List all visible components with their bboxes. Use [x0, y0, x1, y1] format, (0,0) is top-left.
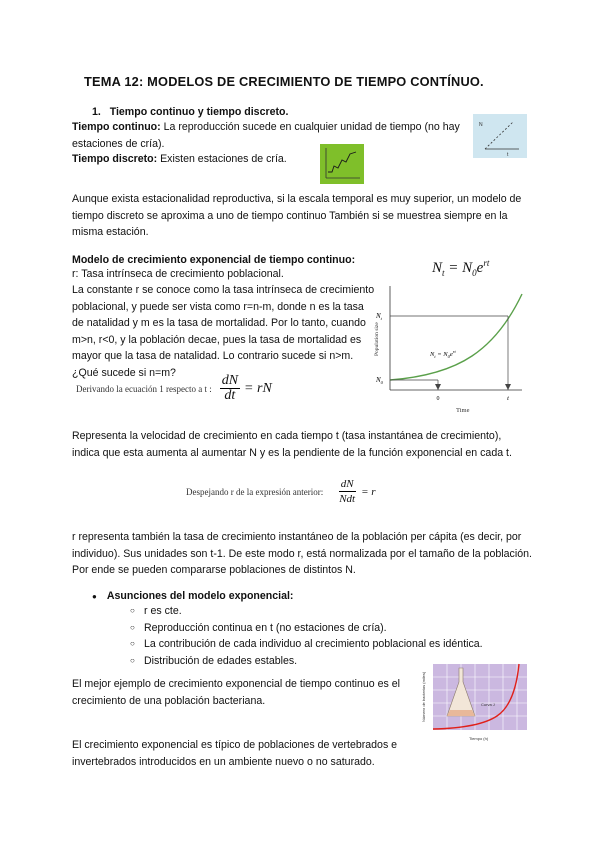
thumbnail-bg	[473, 114, 527, 158]
thumbnail-xlabel: t	[507, 152, 509, 158]
page-title: TEMA 12: MODELOS DE CRECIMIENTO DE TIEMPO CONTÍNUO.	[84, 74, 484, 89]
chart-xlabel: Tiempo (h)	[469, 736, 489, 741]
flask-liquid	[447, 710, 475, 716]
vertebrados-paragraph: El crecimiento exponencial es típico de poblaciones de vertebrados e invertebrados introducidos en un ambiente nuevo o no saturado.	[72, 739, 398, 768]
tiempo-continuo-text: La reproducción sucede en cualquier unidad de tiempo (no hay estaciones de cría).	[72, 121, 460, 150]
graph-t-arrow	[505, 384, 511, 390]
r-percapita-paragraph: r representa también la tasa de crecimiento instantáneo de la población per cápita (es decir, por individuo). Sus unidades son t-1. De este modo r, está normalizada por el tamaño de la población. Por ende se pueden compararse poblaciones de distintos N.	[72, 531, 532, 576]
estacionalidad-paragraph: Aunque exista estacionalidad reproductiva, si la escala temporal es muy superior, un modelo de tiempo discreto se aproxima a uno de tiempo continuo También si se muestrea siempre en la misma estación.	[72, 193, 522, 238]
derivative-fraction	[220, 374, 240, 403]
despejando-equation	[186, 477, 376, 506]
discrete-time-thumbnail	[320, 144, 364, 184]
despejando-fraction	[337, 477, 357, 506]
derivative-equation	[76, 374, 272, 403]
tiempo-discreto-def	[72, 151, 287, 168]
graph-curve	[390, 294, 522, 380]
chart-ylabel: Número de bacterias (miles)	[421, 671, 426, 722]
derivative-rhs: = rN	[244, 380, 272, 396]
bullet-icon: ●	[92, 592, 97, 601]
despejando-rhs: = r	[361, 485, 376, 498]
ejemplo-paragraph: El mejor ejemplo de crecimiento exponencial de tiempo continuo es el crecimiento de una población bacteriana.	[72, 678, 400, 707]
despejando-label: Despejando r de la expresión anterior:	[186, 486, 324, 497]
r-definition: r: Tasa intrínseca de crecimiento poblacional.	[72, 268, 284, 280]
exponential-growth-graph	[372, 284, 532, 418]
tiempo-discreto-label: Tiempo discreto:	[72, 153, 158, 165]
graph-xlabel: Time	[456, 407, 470, 414]
graph-n0-label: $N_0$	[376, 376, 383, 385]
list-item: ○ Reproducción continua en t (no estaciones de cría).	[130, 620, 530, 637]
modelo-heading: Modelo de crecimiento exponencial de tiempo continuo:	[72, 254, 356, 266]
continuous-time-thumbnail	[473, 114, 527, 158]
graph-ylabel: Population size	[374, 322, 380, 356]
graph-tick-t: t	[507, 395, 509, 402]
asunciones-title: Asunciones del modelo exponencial:	[106, 590, 294, 602]
tiempo-continuo-label: Tiempo continuo:	[72, 121, 161, 133]
tiempo-continuo-def	[72, 119, 464, 152]
list-item: ○ Distribución de edades estables.	[130, 653, 530, 670]
derivative-den: dt	[224, 388, 236, 403]
tiempo-discreto-text: Existen estaciones de cría.	[157, 153, 287, 165]
derivative-label: Derivando la ecuación 1 respecto a t :	[76, 383, 212, 394]
velocidad-paragraph: Representa la velocidad de crecimiento en cada tiempo t (tasa instantánea de crecimiento), indica que esta aumenta al aumentar N y es la pendiente de la función exponencial en cada t.	[72, 430, 512, 459]
derivative-num: dN	[221, 373, 239, 388]
thumbnail-ylabel: N	[479, 122, 483, 128]
graph-formula: $N_t = N_0e^{rt}$	[432, 258, 490, 278]
section-title: Tiempo continuo y tiempo discreto.	[109, 106, 289, 118]
list-item: ○ r es cte.	[130, 603, 530, 620]
graph-nt-label: $N_t$	[376, 312, 382, 321]
graph-tick-zero: 0	[436, 396, 440, 402]
section-number: 1.	[92, 106, 101, 118]
bacteria-growth-chart	[419, 660, 531, 746]
chart-curve-label: Curva J	[481, 702, 495, 707]
graph-curve-label: $N_t = N_0e^{rt}$	[430, 349, 456, 359]
list-item: ○ La contribución de cada individuo al crecimiento poblacional es idéntica.	[130, 636, 530, 653]
graph-zero-arrow	[435, 384, 441, 390]
despejando-num: dN	[340, 478, 354, 490]
despejando-den: Ndt	[339, 493, 356, 505]
modelo-paragraph: La constante r se conoce como la tasa intrínseca de crecimiento poblacional, y puede ser vista como r=n-m, donde n es la tasa de natalidad y m es la tasa de mortalidad. Por lo tanto, cuando m>n, r<0, y la población decae, pues la tasa de mortalidad es mayor que la tasa de natalidad. Lo contrario sucede si n>m. ¿Qué sucede si n=m?	[72, 284, 375, 379]
